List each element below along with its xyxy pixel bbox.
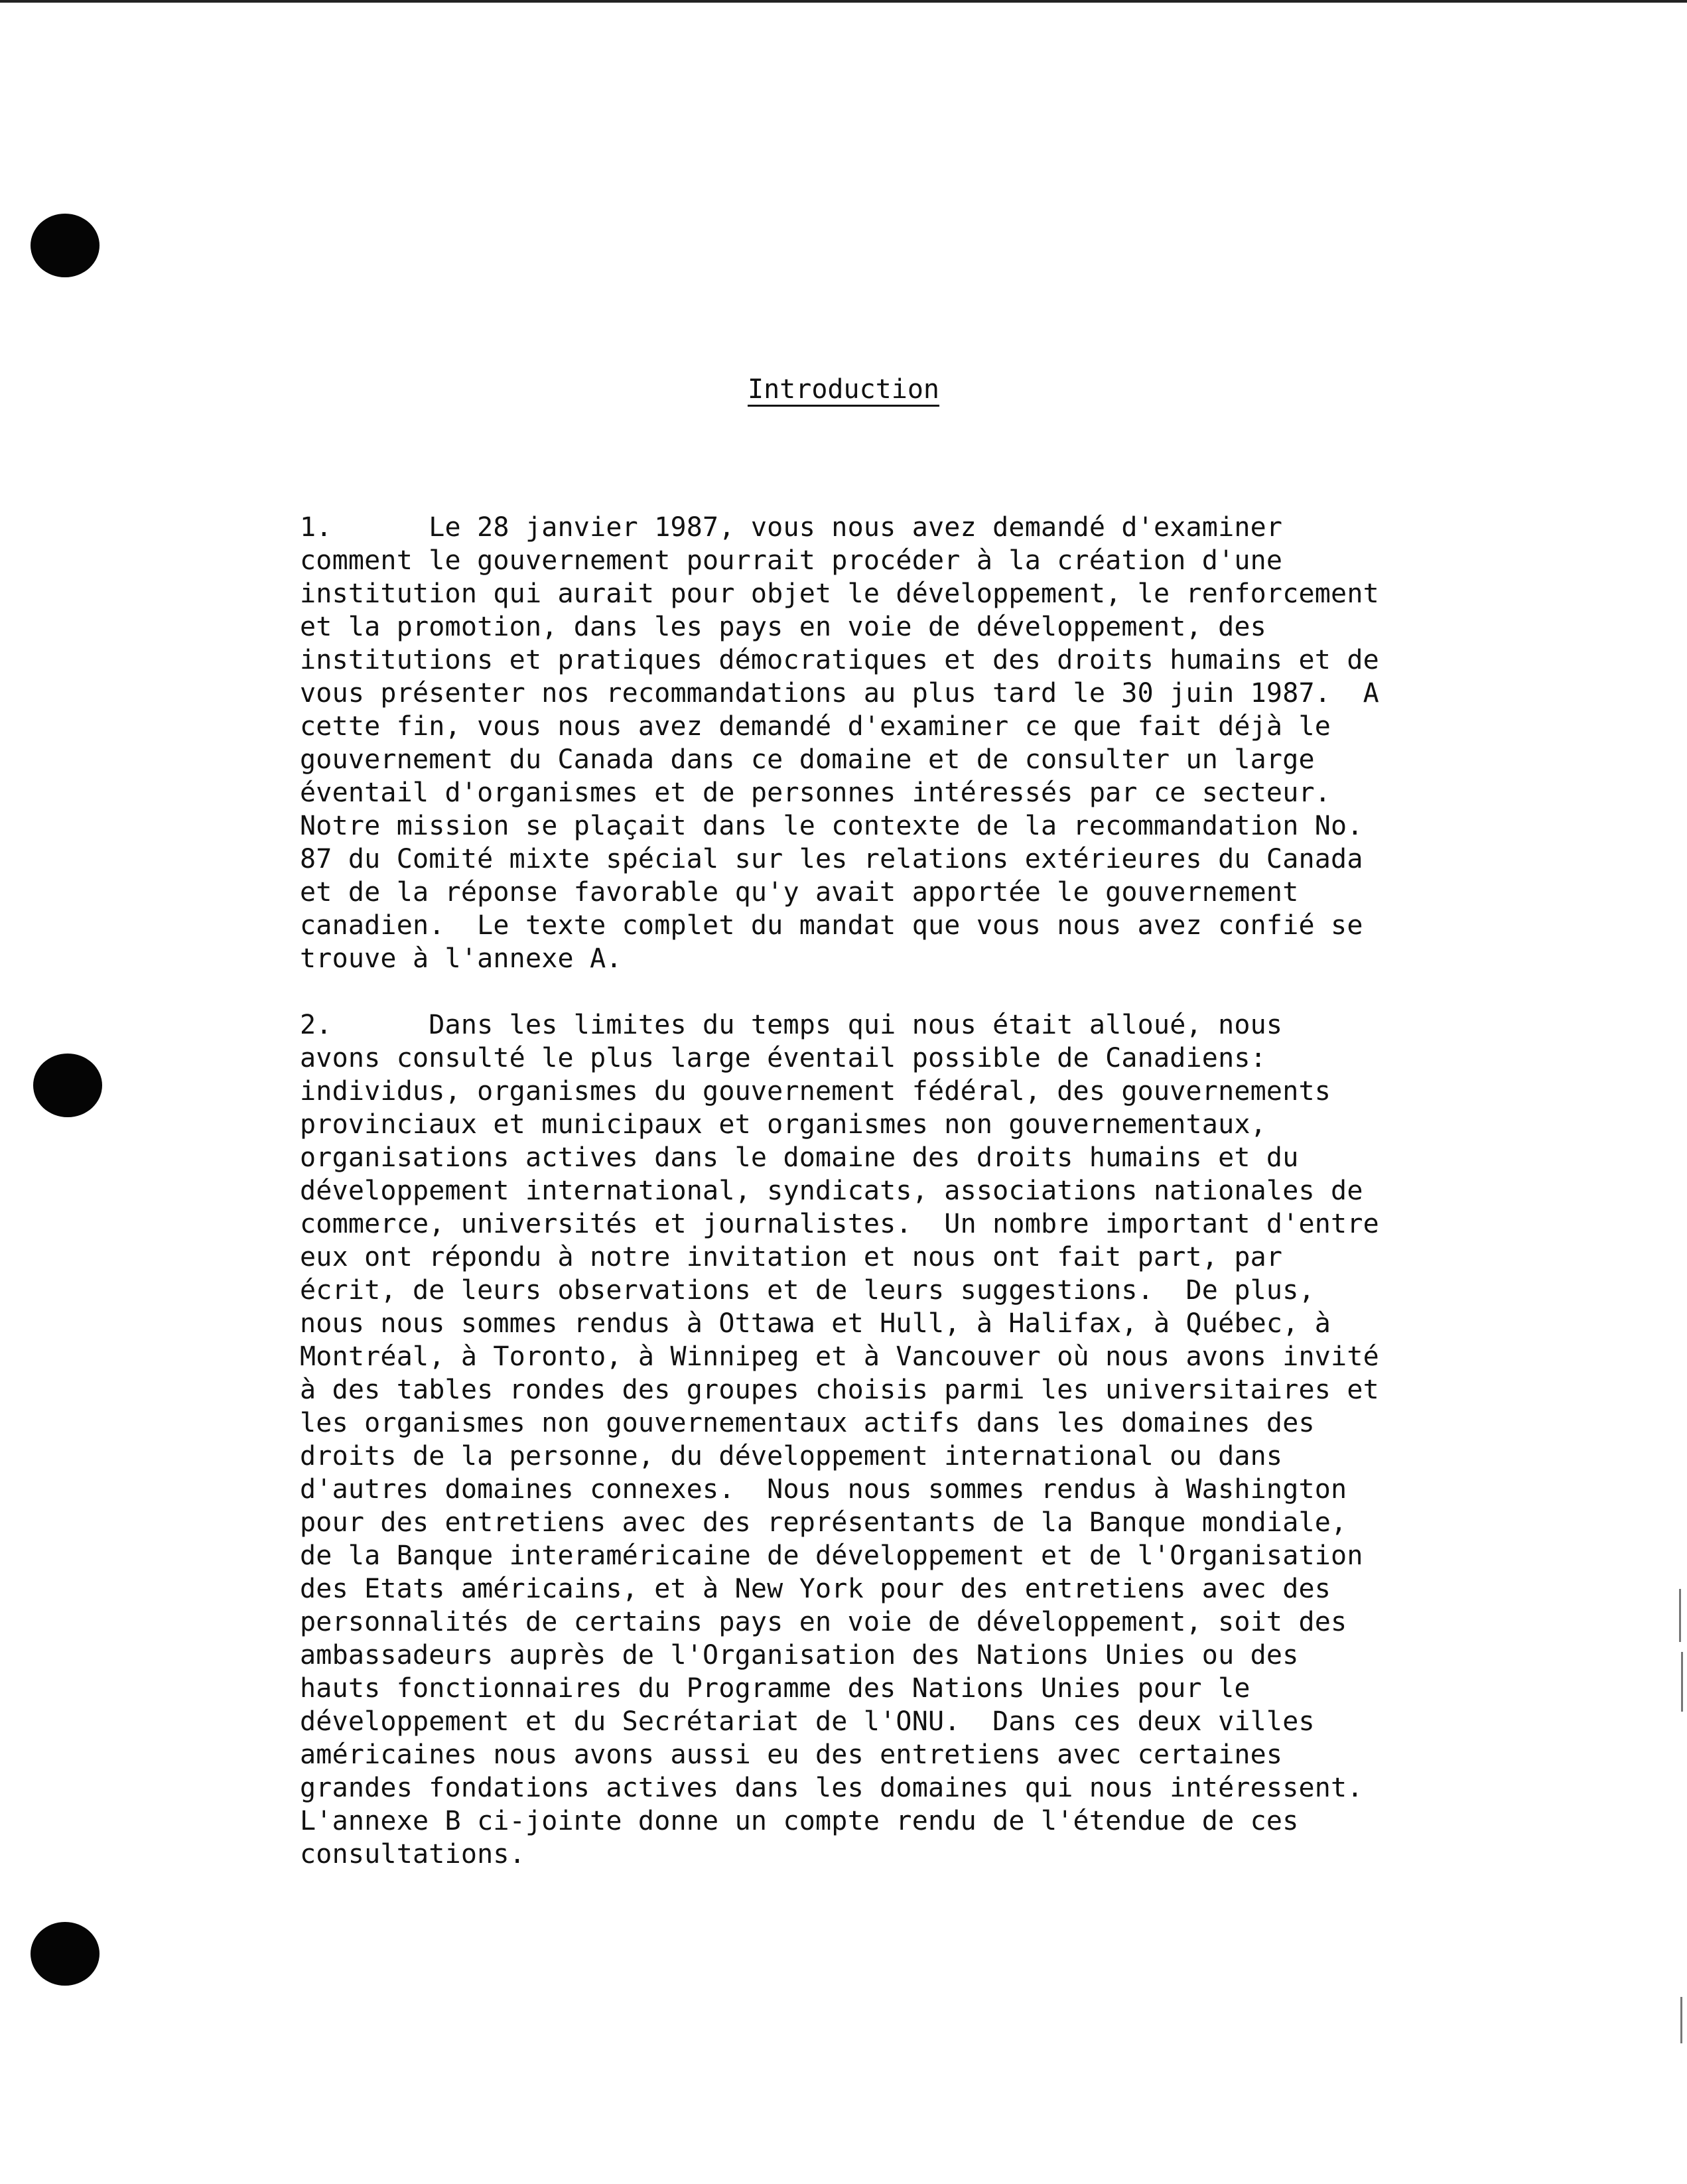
text-line: nous nous sommes rendus à Ottawa et Hull, à Halifax, à Québec, à (300, 1308, 1331, 1339)
text-line: les organismes non gouvernementaux actifs dans les domaines des (300, 1408, 1315, 1438)
text-line: Notre mission se plaçait dans le contexte de la recommandation No. (300, 811, 1363, 841)
text-line: 2. Dans les limites du temps qui nous était alloué, nous (300, 1010, 1283, 1040)
text-line: d'autres domaines connexes. Nous nous sommes rendus à Washington (300, 1474, 1347, 1505)
binder-hole-middle (33, 1054, 102, 1117)
text-line: avons consulté le plus large éventail possible de Canadiens: (300, 1043, 1266, 1073)
text-line: gouvernement du Canada dans ce domaine et de consulter un large (300, 744, 1315, 775)
binder-hole-top (31, 214, 100, 277)
scan-margin-mark (1681, 1652, 1683, 1712)
text-line: écrit, de leurs observations et de leurs suggestions. De plus, (300, 1275, 1315, 1306)
text-line: américaines nous avons aussi eu des entretiens avec certaines (300, 1740, 1283, 1770)
top-border-rule (0, 0, 1687, 3)
text-line: institution qui aurait pour objet le développement, le renforcement (300, 579, 1379, 609)
text-line: développement et du Secrétariat de l'ONU. Dans ces deux villes (300, 1706, 1315, 1737)
text-line: droits de la personne, du développement international ou dans (300, 1441, 1283, 1471)
text-line: hauts fonctionnaires du Programme des Nations Unies pour le (300, 1673, 1250, 1704)
text-line: canadien. Le texte complet du mandat que vous nous avez confié se (300, 910, 1363, 941)
text-line: personnalités de certains pays en voie de développement, soit des (300, 1607, 1347, 1637)
text-line: développement international, syndicats, associations nationales de (300, 1176, 1363, 1206)
text-line: eux ont répondu à notre invitation et nous ont fait part, par (300, 1242, 1283, 1272)
text-line: comment le gouvernement pourrait procéder à la création d'une (300, 545, 1283, 576)
text-line: trouve à l'annexe A. (300, 943, 622, 974)
text-line: et de la réponse favorable qu'y avait apportée le gouvernement (300, 877, 1299, 908)
text-line: organisations actives dans le domaine des droits humains et du (300, 1142, 1299, 1173)
paragraph-1 (300, 511, 1428, 975)
text-line: commerce, universités et journalistes. Un nombre important d'entre (300, 1209, 1379, 1239)
text-line: éventail d'organismes et de personnes intéressés par ce secteur. (300, 778, 1331, 808)
text-line: Montréal, à Toronto, à Winnipeg et à Vancouver où nous avons invité (300, 1341, 1379, 1372)
text-line: institutions et pratiques démocratiques et des droits humains et de (300, 645, 1379, 675)
scan-margin-mark (1679, 1589, 1681, 1642)
text-line: provinciaux et municipaux et organismes non gouvernementaux, (300, 1109, 1266, 1140)
text-line: de la Banque interaméricaine de développement et de l'Organisation (300, 1540, 1363, 1571)
text-line: et la promotion, dans les pays en voie de développement, des (300, 612, 1266, 642)
text-line: des Etats américains, et à New York pour des entretiens avec des (300, 1574, 1331, 1604)
text-line: 1. Le 28 janvier 1987, vous nous avez demandé d'examiner (300, 512, 1283, 543)
text-line: 87 du Comité mixte spécial sur les relations extérieures du Canada (300, 844, 1363, 874)
text-line: consultations. (300, 1839, 525, 1870)
text-line: à des tables rondes des groupes choisis parmi les universitaires et (300, 1375, 1379, 1405)
text-line: ambassadeurs auprès de l'Organisation des Nations Unies ou des (300, 1640, 1299, 1671)
text-line: individus, organismes du gouvernement fédéral, des gouvernements (300, 1076, 1331, 1107)
scan-margin-mark (1680, 1997, 1682, 2043)
paragraph-2 (300, 1008, 1428, 1871)
text-line: cette fin, vous nous avez demandé d'examiner ce que fait déjà le (300, 711, 1331, 742)
page-title: Introduction (748, 374, 939, 405)
text-line: vous présenter nos recommandations au plus tard le 30 juin 1987. A (300, 678, 1379, 709)
binder-hole-bottom (31, 1922, 100, 1986)
text-line: grandes fondations actives dans les domaines qui nous intéressent. (300, 1773, 1363, 1803)
text-line: pour des entretiens avec des représentants de la Banque mondiale, (300, 1507, 1347, 1538)
text-line: L'annexe B ci-jointe donne un compte rendu de l'étendue de ces (300, 1806, 1299, 1836)
